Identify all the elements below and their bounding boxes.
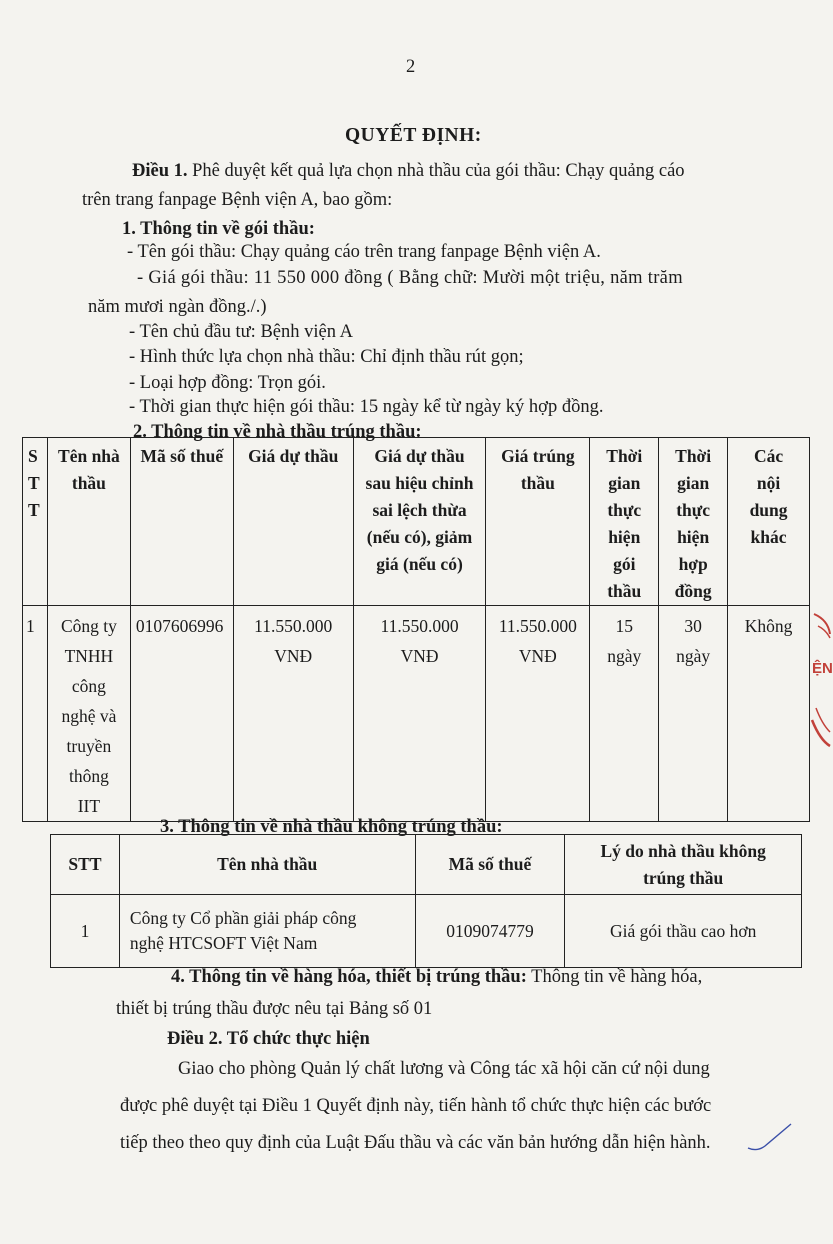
section2-heading: 2. Thông tin về nhà thầu trúng thầu: [133, 422, 422, 442]
cell-text: công [71, 676, 106, 696]
cell-text: thông [68, 766, 109, 786]
col-bidder-name: Tên nhà thầu [119, 835, 415, 895]
table-header-row [51, 835, 802, 895]
cell-bid-price [233, 606, 353, 822]
header-text: khác [750, 527, 787, 547]
package-price-item: - Giá gói thầu: 11 550 000 đồng ( Bằng chữ: Mười một triệu, năm trăm [137, 268, 683, 288]
cell-text: ngày [607, 646, 642, 666]
cell-bidder-name [119, 895, 415, 968]
cell-text: truyền [66, 736, 112, 756]
investor-item: - Tên chủ đầu tư: Bệnh viện A [129, 322, 353, 342]
article1-line1 [132, 160, 685, 182]
cell-text: VNĐ [400, 646, 439, 666]
header-text: S [28, 446, 38, 466]
section4-text1: Thông tin về hàng hóa, [526, 967, 703, 987]
header-text: nội [756, 473, 781, 493]
seal-fragment [808, 600, 830, 780]
header-text: sau hiệu chỉnh [365, 473, 474, 493]
header-text: (nếu có), giảm [366, 527, 473, 547]
header-text: gói [613, 554, 636, 574]
table-row [23, 606, 810, 822]
table-row [51, 895, 802, 968]
header-text: gian [608, 473, 641, 493]
cell-text: 11.550.000 [254, 616, 333, 636]
package-name-item: - Tên gói thầu: Chạy quảng cáo trên trang fanpage Bệnh viện A. [127, 242, 601, 262]
cell-text: 30 [684, 616, 702, 636]
cell-tax-code: 0107606996 [130, 606, 233, 822]
non-winning-bidder-table [50, 834, 802, 968]
article2-line3: tiếp theo theo quy định của Luật Đấu thầu và các văn bản hướng dẫn hiện hành. [120, 1133, 711, 1153]
cell-bidder-name [47, 606, 130, 822]
col-other [728, 438, 810, 606]
header-text: thực [676, 500, 711, 520]
header-text: thầu [71, 473, 106, 493]
section4-line1 [171, 966, 702, 988]
col-adjusted-price [353, 438, 486, 606]
cell-text: VNĐ [274, 646, 313, 666]
cell-tax-code: 0109074779 [415, 895, 565, 968]
header-text: Tên nhà [58, 446, 120, 466]
cell-contract-duration [659, 606, 728, 822]
cell-text: VNĐ [518, 646, 557, 666]
article1-line2: trên trang fanpage Bệnh viện A, bao gồm: [82, 190, 393, 210]
header-text: hiện [677, 527, 710, 547]
header-text: Giá dự thầu [374, 446, 465, 466]
section3-heading: 3. Thông tin về nhà thầu không trúng thầu: [160, 817, 503, 837]
contract-type-item: - Loại hợp đồng: Trọn gói. [129, 373, 326, 393]
header-text: Giá dự thầu [248, 446, 339, 466]
section4-heading: 4. Thông tin về hàng hóa, thiết bị trúng thầu: [171, 967, 527, 987]
article1-lead: Điều 1. [132, 161, 188, 181]
cell-text: Công ty Cổ phần giải pháp công [129, 908, 357, 928]
header-text: hiện [608, 527, 641, 547]
article2-heading: Điều 2. Tổ chức thực hiện [167, 1029, 370, 1049]
header-text: dung [749, 500, 788, 520]
header-text: Giá trúng [501, 446, 575, 466]
col-contract-duration [659, 438, 728, 606]
col-stt: STT [51, 835, 120, 895]
duration-item: - Thời gian thực hiện gói thầu: 15 ngày kể từ ngày ký hợp đồng. [129, 397, 604, 417]
col-tax-code: Mã số thuế [415, 835, 565, 895]
header-text: đồng [674, 581, 712, 601]
winning-bidder-table [22, 437, 810, 822]
header-text: trúng thầu [643, 867, 724, 888]
cell-other: Không [728, 606, 810, 822]
header-text: thầu [607, 581, 642, 601]
cell-text: 15 [615, 616, 634, 636]
header-text: hợp [678, 554, 708, 574]
header-text: Các [753, 446, 784, 466]
cell-text: 11.550.000 [380, 616, 459, 636]
section1-heading: 1. Thông tin về gói thầu: [122, 219, 315, 239]
cell-winning-price [486, 606, 590, 822]
cell-text: 11.550.000 [498, 616, 577, 636]
header-text: T [28, 473, 40, 493]
cell-adjusted-price [353, 606, 486, 822]
cell-package-duration [590, 606, 659, 822]
header-text: T [28, 500, 40, 520]
cell-stt: 1 [23, 606, 48, 822]
header-text: Mã số thuế [140, 446, 224, 466]
header-text: Lý do nhà thầu không [600, 840, 766, 861]
col-reason [565, 835, 802, 895]
cell-text: TNHH [64, 646, 114, 666]
col-tax-code [130, 438, 233, 606]
header-text: thực [607, 500, 642, 520]
cell-text: nghệ và [61, 706, 117, 726]
col-stt [23, 438, 48, 606]
pen-tick-mark [745, 1118, 795, 1158]
col-package-duration [590, 438, 659, 606]
header-text: Thời [675, 446, 712, 466]
cell-text: Công ty [60, 616, 117, 636]
seal-fragment-text: ỆN [812, 660, 833, 677]
cell-text: IIT [77, 796, 101, 816]
col-winning-price [486, 438, 590, 606]
header-text: giá (nếu có) [376, 554, 463, 574]
header-text: sai lệch thừa [372, 500, 467, 520]
section4-line2: thiết bị trúng thầu được nêu tại Bảng số 01 [116, 999, 433, 1019]
table-header-row [23, 438, 810, 606]
header-text: gian [677, 473, 710, 493]
article1-text1: Phê duyệt kết quả lựa chọn nhà thầu của gói thầu: Chạy quảng cáo [187, 161, 685, 181]
article2-line2: được phê duyệt tại Điều 1 Quyết định này, tiến hành tổ chức thực hiện các bước [120, 1096, 712, 1116]
col-bidder-name [47, 438, 130, 606]
cell-text: nghệ HTCSOFT Việt Nam [129, 933, 318, 953]
header-text: thầu [520, 473, 555, 493]
selection-method-item: - Hình thức lựa chọn nhà thầu: Chỉ định thầu rút gọn; [129, 347, 524, 367]
document-title: QUYẾT ĐỊNH: [345, 125, 482, 146]
cell-reason: Giá gói thầu cao hơn [565, 895, 802, 968]
cell-text: ngày [676, 646, 711, 666]
package-price-words: năm mươi ngàn đồng./.) [88, 297, 267, 317]
article2-line1: Giao cho phòng Quản lý chất lương và Công tác xã hội căn cứ nội dung [178, 1059, 710, 1079]
cell-stt: 1 [51, 895, 120, 968]
page-number: 2 [406, 57, 416, 77]
header-text: Thời [606, 446, 643, 466]
col-bid-price [233, 438, 353, 606]
